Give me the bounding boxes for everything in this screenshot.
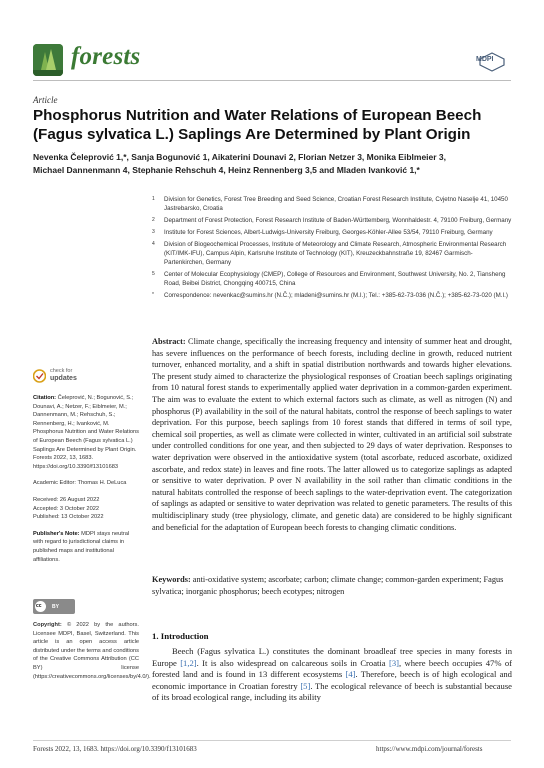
- keywords-block: [152, 574, 512, 597]
- introduction-paragraph: [152, 646, 512, 704]
- affiliation-item: [152, 229, 512, 238]
- affiliation-text: Division for Genetics, Forest Tree Breeding and Seed Science, Croatian Forest Research Institute, Cvjetno Naselje 41, 10450 Jastrebarsko, Croatia: [164, 196, 508, 212]
- copyright-notice: [33, 621, 151, 681]
- journal-name[interactable]: forests: [71, 43, 141, 70]
- affiliation-text: Center of Molecular Ecophysiology (CMEP), College of Resources and Environment, Southwest University, No. 2, Tiansheng Road, Beibei District, Chongqing 400715, China: [164, 271, 506, 287]
- affiliation-text: Institute for Forest Sciences, Albert-Ludwigs-University Freiburg, Georges-Köhler-Allee 53/54, 79110 Freiburg, Germany: [164, 229, 493, 237]
- publisher-note-label: Publisher's Note:: [33, 530, 80, 537]
- intro-text: Beech (Fagus sylvatica L.) constitutes the dominant broadleaf tree species in many forests in Europe: [152, 646, 512, 668]
- affiliation-item: [152, 196, 512, 214]
- abstract-text: Climate change, specifically the increasing frequency and intensity of summer heat and drought, has severe influences on the performance of beech forests, including decline in growth, reduced nutrient turnover, enhanced mortality, and a shift in spatial distribution northwards and towards higher elevations. The present study aimed to characterize the physiological responses of Croatian beech saplings originating from 10 natural forest stands to experimentally applied water deprivation in a common-garden experiment. The aim was to evaluate the extent to which external factors such as climate, as well as nitrogen (N) and phosphorus (P) availability in the soil of the natural habitats, control the response of beech saplings to water deprivation. For this purpose, beech saplings from 10 forest stands that differed in terms of soil type, chemical soil properties, as well as climate were collected in winter, cultivated in an artificial soil substrate under controlled conditions for one year, and then subjected to 29 days of water deprivation. Responses to water deprivation were observed in the antioxidative system (total ascorbate, reduced ascorbate, oxidized ascorbate, and redox state) in leaves and fine roots. The latter allowed us to categorize saplings as adapted or sensitive to water deprivation. P over N availability in the soil rather than climatic conditions in the natural habitats controlled the response of beech saplings to the water-deprivation event. The categorization of saplings as adapted or sensitive to water deprivation was related to genetic parameters. The results of this multidisciplinary study (tree physiology, climate, and genetic data) are considered to be highly significant and beneficial for the adaptation of European beech forests to changing climatic conditions.: [152, 337, 512, 532]
- received-date: Received: 26 August 2022: [33, 496, 100, 503]
- author-line-2[interactable]: Michael Dannenmann 4, Stephanie Rehschuh 4, Heinz Rennenberg 3,5 and Mladen Ivanković 1,*: [33, 165, 420, 175]
- copyright-label: Copyright:: [33, 622, 62, 628]
- article-title: Phosphorus Nutrition and Water Relations of European Beech (Fagus sylvatica L.) Saplings Are Determined by Plant Origin: [33, 107, 482, 143]
- intro-text: . The ecological relevance of beech is substantial because of its broad ecological range, including its ability: [152, 680, 512, 703]
- cc-by-label: BY: [52, 604, 59, 610]
- correspondence-item[interactable]: [152, 292, 512, 301]
- reference-link[interactable]: [3]: [389, 657, 400, 668]
- footer-citation[interactable]: Forests 2022, 13, 1683. https://doi.org/10.3390/f13101683: [33, 745, 197, 753]
- affiliation-item: [152, 241, 512, 268]
- cc-label: cc: [36, 603, 42, 609]
- academic-editor: Academic Editor: Thomas H. DeLuca: [33, 480, 127, 487]
- intro-text: . It is also widespread on calcareous soils in Croatia: [196, 657, 389, 668]
- correspondence-text: Correspondence: nevenkac@sumins.hr (N.Č.); mladeni@sumins.hr (M.I.); Tel.: +385-62-73-036 (N.Č.); +385-62-73-020 (M.I.): [164, 292, 508, 300]
- affiliation-text: Department of Forest Protection, Forest Research Institute of Baden-Württemberg, Wonnhaldestr. 4, 79100 Freiburg, Germany: [164, 217, 512, 224]
- publisher-note-text: MDPI stays neutral with regard to jurisdictional claims in published maps and institutional affiliations.: [33, 530, 130, 563]
- author-list: [33, 151, 513, 177]
- reference-link[interactable]: [4]: [345, 669, 356, 680]
- affiliation-number: 3: [152, 229, 155, 236]
- citation-block: [33, 394, 139, 471]
- header-divider: [33, 80, 511, 81]
- affiliation-item: [152, 217, 512, 226]
- reference-link[interactable]: [5]: [300, 680, 311, 691]
- publisher-name[interactable]: MDPI: [476, 56, 494, 63]
- affiliation-number: 5: [152, 271, 155, 278]
- affiliation-number: 1: [152, 196, 155, 202]
- accepted-date: Accepted: 3 October 2022: [33, 505, 100, 512]
- keywords-text: anti-oxidative system; ascorbate; carbon; climate change; common-garden experiment; Fagus sylvatica; inorganic phosphorus; beech ecotypes; nitrogen: [152, 575, 504, 596]
- intro-text: . Therefore, beech is of high ecological and economic importance in Croatian forestry: [152, 669, 512, 691]
- article-info-sidebar: [33, 394, 139, 572]
- article-type: Article: [33, 95, 58, 105]
- reference-link[interactable]: [1,2]: [180, 657, 197, 668]
- footer-divider: [33, 740, 511, 741]
- affiliation-number: *: [152, 292, 154, 299]
- affiliation-number: 4: [152, 241, 155, 248]
- affiliation-text: Division of Biogeochemical Processes, Institute of Meteorology and Climate Research, Atmospheric Environmental Research (KIT/IMK-IFU), Campus Alpin, Karlsruhe Institute of Technology (KIT), Kreuzeckbahnstraße 19, 82467 Garmisch-Partenkirchen, Germany: [164, 241, 507, 266]
- affiliations: [152, 196, 512, 304]
- section-heading-introduction: 1. Introduction: [152, 631, 209, 641]
- keywords-label: Keywords:: [152, 575, 191, 584]
- footer-journal-url[interactable]: https://www.mdpi.com/journal/forests: [376, 745, 483, 753]
- updates-label[interactable]: updates: [50, 375, 77, 382]
- author-line-1[interactable]: Nevenka Čeleprović 1,*, Sanja Bogunović 1, Aikaterini Dounavi 2, Florian Netzer 3, Monika Eiblmeier 3,: [33, 152, 447, 162]
- citation-label: Citation:: [33, 395, 57, 401]
- check-for-updates-icon[interactable]: [33, 368, 46, 384]
- published-date: Published: 13 October 2022: [33, 514, 104, 521]
- copyright-text[interactable]: © 2022 by the authors. Licensee MDPI, Basel, Switzerland. This article is an open access article distributed under the terms and conditions of the Creative Commons Attribution (CC BY) license (https://creativecommons.org/licenses/by/4.0/).: [33, 622, 151, 680]
- affiliation-item: [152, 271, 512, 289]
- abstract-block: [152, 336, 512, 533]
- journal-logo-icon: [33, 44, 63, 76]
- intro-text: , where beech occupies 47% of forested land and is found in 13 different ecosystems: [152, 657, 513, 680]
- citation-text[interactable]: Čeleprović, N.; Bogunović, S.; Dounavi, A.; Netzer, F.; Eiblmeier, M.; Dannenmann, M.; Rehschuh, S.; Rennenberg, H.; Ivanković, M. Phosphorus Nutrition and Water Relations of European Beech (Fagus sylvatica L.) Saplings Are Determined by Plant Origin. Forests 2022, 13, 1683. https://doi.org/10.3390/f13101683: [33, 395, 140, 470]
- affiliation-number: 2: [152, 217, 155, 223]
- publisher-note: [33, 530, 139, 564]
- check-for-label[interactable]: check for: [50, 368, 73, 374]
- abstract-label: Abstract:: [152, 337, 186, 346]
